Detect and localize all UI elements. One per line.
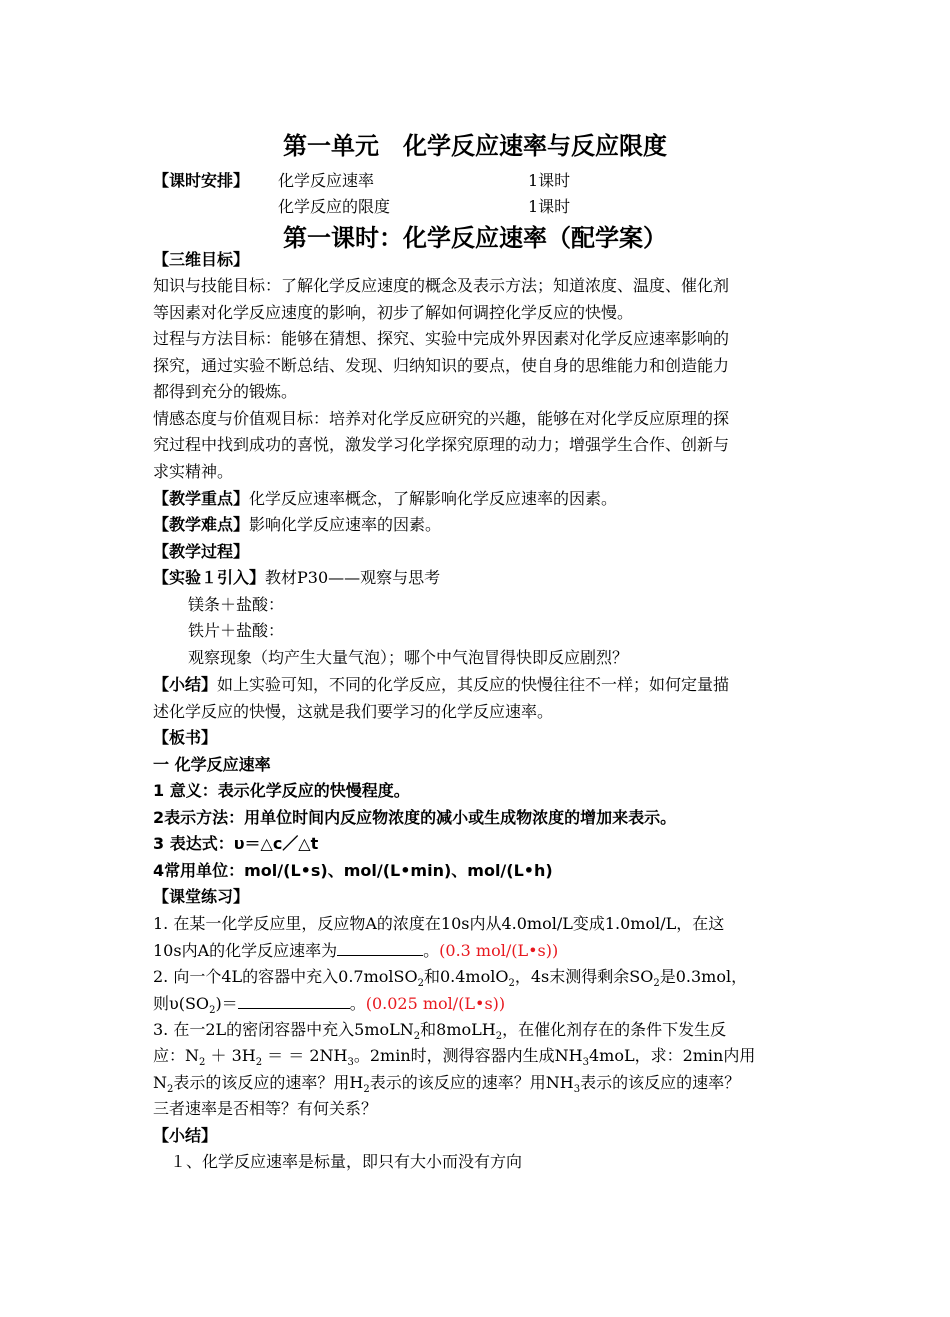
question-text: 和0.4molO <box>423 967 509 986</box>
experiment-label: 【实验１引入】 <box>153 568 266 587</box>
subscript: 3 <box>573 1084 581 1096</box>
question-text: 2. 向一个4L的容器中充入0.7molSO <box>153 967 418 986</box>
board-heading: 一 化学反应速率 <box>153 755 271 774</box>
summary-1 <box>153 674 729 696</box>
subscript: 2 <box>508 978 515 990</box>
question-text: ，在催化剂存在的条件下发生反 <box>502 1020 727 1039</box>
answer-blank[interactable] <box>337 939 423 956</box>
goals-line: 知识与技能目标：了解化学反应速度的概念及表示方法；知道浓度、温度、催化剂 <box>153 276 730 295</box>
question-text: 则υ(SO <box>153 994 210 1013</box>
key-point-text: 化学反应速率概念，了解影响化学反应速率的因素。 <box>249 489 618 508</box>
summary-text: 述化学反应的快慢，这就是我们要学习的化学反应速率。 <box>153 702 554 721</box>
board-item: 2表示方法：用单位时间内反应物浓度的减小或生成物浓度的增加来表示。 <box>153 808 677 827</box>
board-item: 4常用单位：mol/(L•s)、mol/(L•min)、mol/(L•h) <box>153 861 553 880</box>
question-text: ，4s末测得剩余SO <box>514 967 654 986</box>
board-item: 3 表达式：υ＝△c／△t <box>153 834 319 853</box>
subscript: 2 <box>209 1005 216 1017</box>
schedule-topic: 化学反应的限度 <box>278 197 391 216</box>
answer-text: (0.025 mol/(L•s)) <box>365 994 506 1013</box>
question-text: 是0.3mol， <box>659 967 748 986</box>
difficulty-text: 影响化学反应速率的因素。 <box>249 515 442 534</box>
practice-label: 【课堂练习】 <box>153 887 250 906</box>
question-text: 和8moLH <box>420 1020 496 1039</box>
answer-blank[interactable] <box>238 992 350 1009</box>
question-text: 表示的该反应的速率？用NH <box>369 1073 574 1092</box>
summary-label: 【小结】 <box>153 675 218 694</box>
question-text: 。 <box>349 994 366 1013</box>
schedule-hours: 1课时 <box>528 171 571 190</box>
schedule-hours: 1课时 <box>528 197 571 216</box>
schedule-topic: 化学反应速率 <box>278 171 375 190</box>
subscript: 2 <box>417 978 424 990</box>
question-1-line-2 <box>153 939 558 962</box>
subscript: 2 <box>199 1057 206 1069</box>
unit-title: 第一单元 化学反应速率与反应限度 <box>283 132 667 160</box>
subscript: 2 <box>255 1057 263 1069</box>
question-text: 3. 在一2L的密闭容器中充入5moLN <box>153 1020 414 1039</box>
question-text: 。 <box>423 941 440 960</box>
board-label: 【板书】 <box>153 728 218 747</box>
question-3-line-2 <box>153 1045 755 1067</box>
subscript: 3 <box>582 1057 589 1069</box>
question-3-line-4: 三者速率是否相等？有何关系？ <box>153 1099 378 1118</box>
experiment <box>153 567 440 589</box>
question-text: ＝ ＝ 2NH <box>262 1046 348 1065</box>
schedule-label: 【课时安排】 <box>153 171 250 190</box>
key-point-label: 【教学重点】 <box>153 489 250 508</box>
schedule-row-1 <box>153 170 571 192</box>
summary-text: 如上实验可知，不同的化学反应，其反应的快慢往往不一样；如何定量描 <box>217 675 730 694</box>
question-2-line-1 <box>153 966 747 988</box>
goals-line: 过程与方法目标：能够在猜想、探究、实验中完成外界因素对化学反应速率影响的 <box>153 329 730 348</box>
question-2-line-2 <box>153 992 505 1015</box>
lesson-title: 第一课时：化学反应速率（配学案） <box>283 224 667 252</box>
goals-line: 探究，通过实验不断总结、发现、归纳知识的要点，使自身的思维能力和创造能力 <box>153 356 730 375</box>
experiment-text: 教材P30——观察与思考 <box>265 568 441 587</box>
question-text: ＋ 3H <box>205 1046 256 1065</box>
question-text: N <box>153 1073 167 1092</box>
summary-2-label: 【小结】 <box>153 1126 218 1145</box>
question-text: )＝ <box>215 994 238 1013</box>
process-label: 【教学过程】 <box>153 542 250 561</box>
question-text: 表示的该反应的速率？用H <box>173 1073 364 1092</box>
answer-text: (0.3 mol/(L•s)) <box>439 941 559 960</box>
question-text: 表示的该反应的速率？ <box>580 1073 741 1092</box>
goals-line: 求实精神。 <box>153 462 234 481</box>
question-text: 10s内A的化学反应速率为 <box>153 941 338 960</box>
experiment-item: 铁片＋盐酸： <box>188 621 285 640</box>
subscript: 2 <box>495 1031 503 1043</box>
difficulty <box>153 514 441 536</box>
goals-line: 情感态度与价值观目标：培养对化学反应研究的兴趣，能够在对化学反应原理的探 <box>153 409 730 428</box>
subscript: 2 <box>167 1084 174 1096</box>
subscript: 3 <box>347 1057 354 1069</box>
question-text: 4moL，求：2min内用 <box>588 1046 756 1065</box>
experiment-item: 镁条＋盐酸： <box>188 595 285 614</box>
subscript: 2 <box>363 1084 370 1096</box>
subscript: 2 <box>413 1031 421 1043</box>
experiment-item: 观察现象（均产生大量气泡）；哪个中气泡冒得快即反应剧烈？ <box>188 648 629 667</box>
goals-label: 【三维目标】 <box>153 250 250 269</box>
key-point <box>153 488 617 510</box>
subscript: 2 <box>653 978 660 990</box>
summary-2-item: １、化学反应速率是标量，即只有大小而没有方向 <box>170 1152 523 1171</box>
question-3-line-1 <box>153 1019 726 1041</box>
question-1-line-1: 1. 在某一化学反应里，反应物A的浓度在10s内从4.0mol/L变成1.0mol/L，在这 <box>153 914 725 933</box>
goals-line: 究过程中找到成功的喜悦，激发学习化学探究原理的动力；增强学生合作、创新与 <box>153 435 730 454</box>
question-text: 应：N <box>153 1046 200 1065</box>
question-text: 。2min时，测得容器内生成NH <box>353 1046 583 1065</box>
goals-line: 等因素对化学反应速度的影响，初步了解如何调控化学反应的快慢。 <box>153 303 634 322</box>
board-item: 1 意义：表示化学反应的快慢程度。 <box>153 781 410 800</box>
question-3-line-3 <box>153 1072 740 1094</box>
goals-line: 都得到充分的锻炼。 <box>153 382 298 401</box>
difficulty-label: 【教学难点】 <box>153 515 250 534</box>
